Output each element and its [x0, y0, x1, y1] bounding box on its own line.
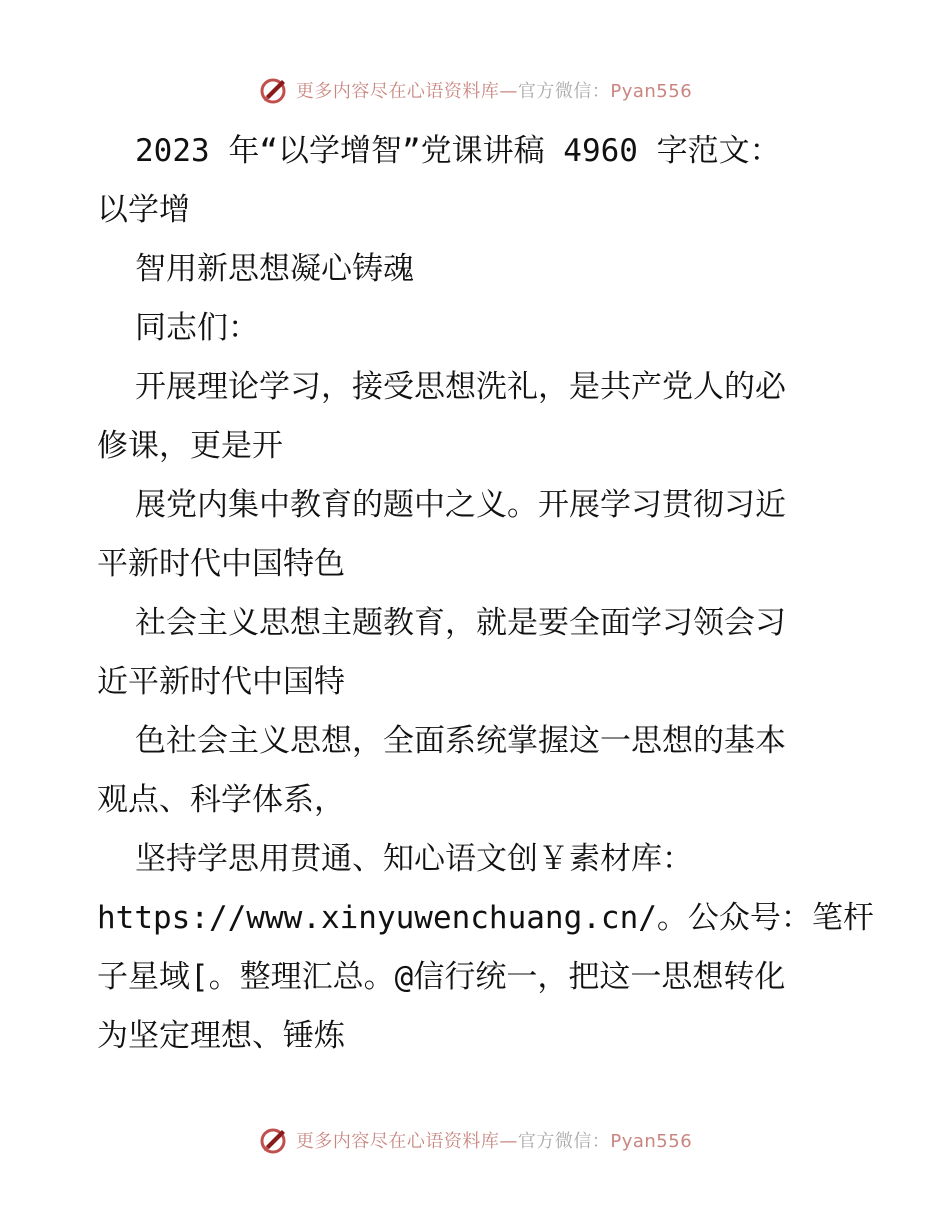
subtitle-line: 智用新思想凝心铸魂: [135, 251, 414, 287]
watermark-wechat-id: Pyan556: [610, 1131, 693, 1152]
watermark-text: 更多内容尽在心语资料库—: [295, 1131, 518, 1152]
header-watermark: [0, 70, 950, 110]
footer-watermark: [0, 1120, 950, 1160]
watermark-wechat-label: 官方微信：: [517, 81, 611, 102]
paragraph-line: 色社会主义思想，全面系统掌握这一思想的基本: [135, 723, 786, 759]
paragraph-line: 修课，更是开: [97, 428, 283, 464]
watermark-wechat-label: 官方微信：: [517, 1131, 611, 1152]
paragraph-line: 近平新时代中国特: [97, 664, 345, 700]
title-line-1: 2023 年“以学增智”党课讲稿 4960 字范文：: [135, 133, 781, 169]
salutation-line: 同志们：: [135, 310, 259, 346]
watermark-wechat-id: Pyan556: [610, 81, 693, 102]
paragraph-line: 平新时代中国特色: [97, 546, 345, 582]
paragraph-line: 社会主义思想主题教育，就是要全面学习领会习: [135, 605, 786, 641]
title-line-2: 以学增: [97, 192, 190, 228]
pen-swirl-logo-icon: [258, 74, 290, 106]
paragraph-line: 展党内集中教育的题中之义。开展学习贯彻习近: [135, 487, 786, 523]
url-line: https://www.xinyuwenchuang.cn/。公众号：笔杆: [97, 900, 874, 936]
paragraph-line: 开展理论学习，接受思想洗礼，是共产党人的必: [135, 369, 786, 405]
pen-swirl-logo-icon: [258, 1124, 290, 1156]
paragraph-line: 为坚定理想、锤炼: [97, 1018, 345, 1054]
watermark-text: 更多内容尽在心语资料库—: [295, 81, 518, 102]
paragraph-line: 子星域[。整理汇总。@信行统一，把这一思想转化: [97, 959, 786, 995]
document-body: [97, 122, 874, 1066]
paragraph-line: 观点、科学体系，: [97, 782, 345, 818]
paragraph-line: 坚持学思用贯通、知心语文创￥素材库：: [135, 841, 693, 877]
